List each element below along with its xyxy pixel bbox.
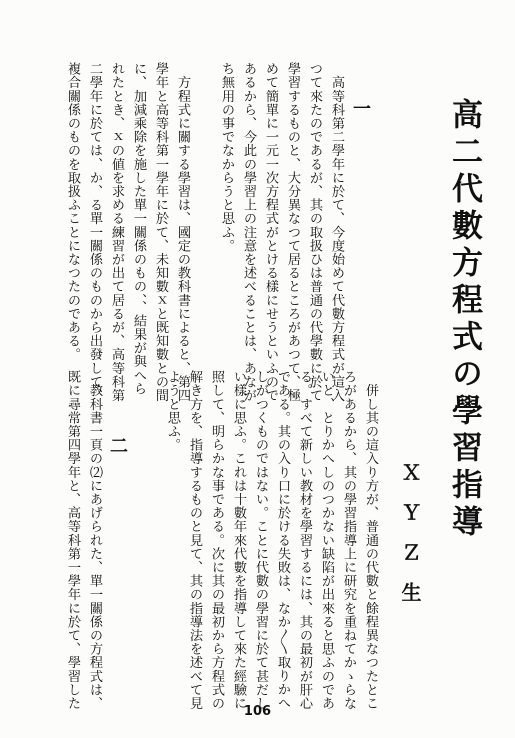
text-column: 學習するものと、大分異なつて居るところがあつて、極 [285, 62, 300, 402]
article-author: ＸＹＺ生 [398, 462, 422, 622]
text-column: に、加減乘除を施した單一關係のもの、、結果が與へら [131, 62, 146, 396]
text-column: しがつくものではない。ことに代數の學習に於て甚だし [253, 370, 268, 710]
text-column: つて來たのであるが、其の取扱ひは普通の代學數に於て [307, 62, 322, 402]
text-column: あるから、今此の學習上の注意を述べることは、あなが [241, 62, 256, 402]
text-column: ろがあるから、其の學習指導上に研究を重ねてかゝらな [341, 370, 356, 710]
text-column: 方程式に關する學習は、國定の教科書によると、第四 [175, 62, 190, 402]
text-column: 併し其の這入り方が、普通の代數と餘程異なつたとこ [363, 370, 378, 710]
text-column: る。すべて新しい教材を學習するには、其の最初が肝心 [297, 370, 312, 710]
text-column: 學年と高等科第一學年に於て、未知數ｘと既知數との間 [153, 62, 168, 402]
text-column: い樣に思ふ。これは十數年來代數を指導して來た經驗に [231, 370, 246, 710]
text-column: いと、とりかへしのつかない缺陷が出來ると思ふのであ [319, 370, 334, 710]
text-column: 二學年に於ては、か、る單一關係のものから出發して、 [87, 62, 102, 402]
text-column: れたとき、ｘの値を求める練習が出て居るが、高等科第 [109, 62, 124, 402]
section-number-one: 一 [350, 99, 371, 117]
page-number: 106 [243, 704, 272, 719]
text-column: 既に尋常第四學年と、高等科第一學年に於て、學習した [65, 370, 80, 710]
text-column: ようと思ふ。 [165, 370, 180, 452]
article-title: 高二代數方程式の學習指導 [446, 98, 482, 542]
section-number-two: 二 [107, 436, 128, 454]
text-column: 教科書一頁の⑵にあげられた、單一關係の方程式は、 [87, 370, 102, 710]
text-column: 高等科第二學年に於て、今度始めて代數方程式が這入 [329, 62, 344, 402]
text-column: めて簡單に一元一次方程式がとける樣にせうといふので [263, 62, 278, 402]
text-column: ち無用の事でなからうと思ふ。 [219, 62, 234, 253]
text-column: 複合關係のものを取扱ふことになつたのである。 [65, 62, 80, 362]
text-column: 解き方を、指導するものと見て、其の指導法を述べて見 [187, 370, 202, 710]
text-column: 照して、明らかな事である。次に其の最初から方程式の [209, 370, 224, 710]
text-column: である。其の入り口に於ける失敗は、なか〳〵取りかへ [275, 370, 290, 710]
